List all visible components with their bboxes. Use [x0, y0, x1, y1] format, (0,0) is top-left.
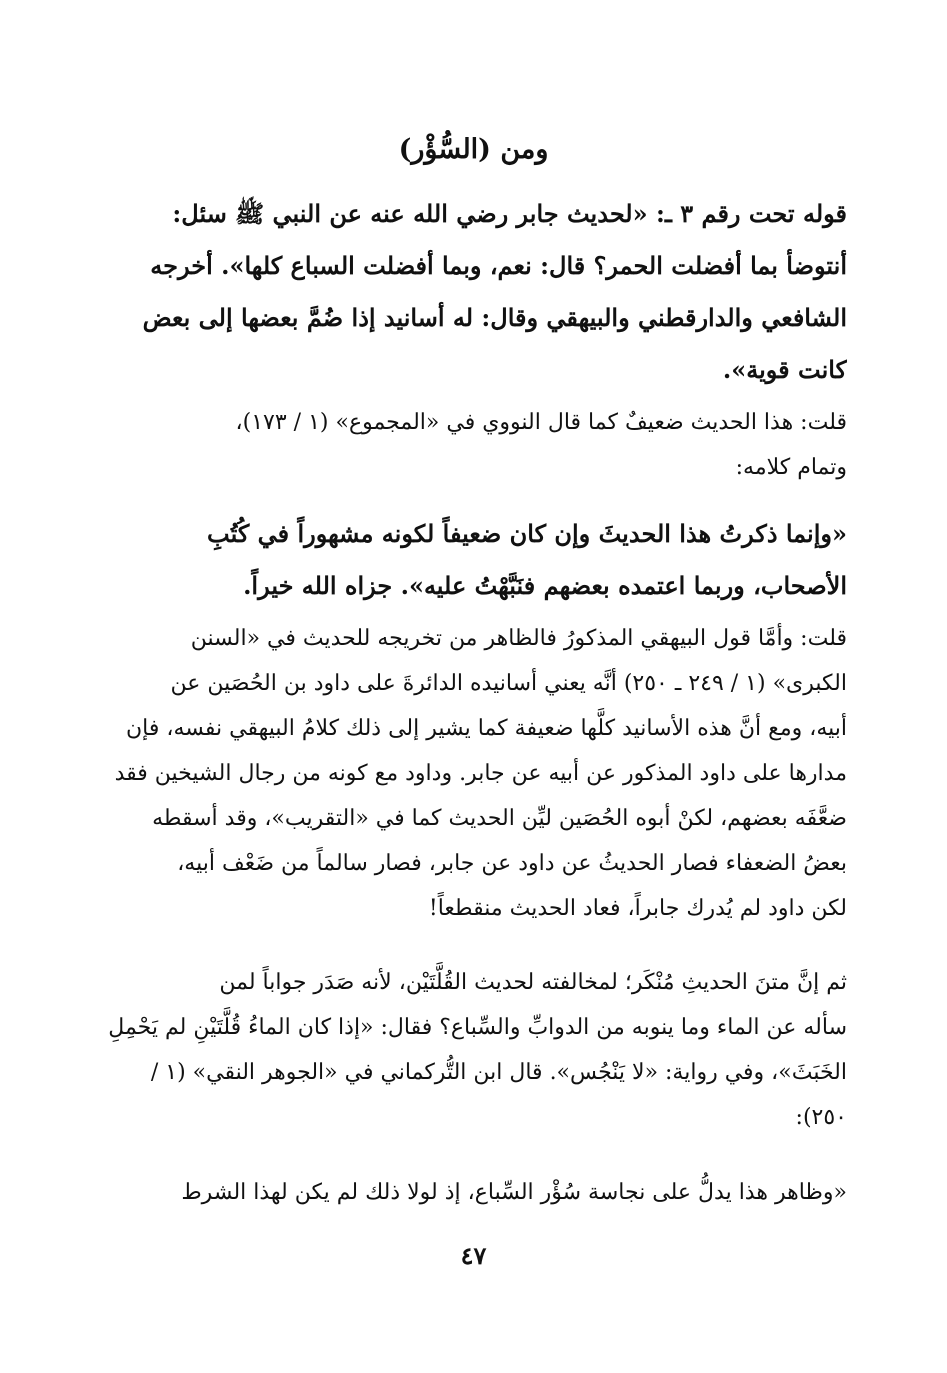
- text-line: ضعَّفَه بعضهم، لكنْ أبوه الحُصَين ليِّن الحديث كما في «التقريب»، وقد أسقطه: [152, 806, 847, 831]
- text-line: كانت قوية».: [722, 355, 847, 384]
- paragraph-quote-3: [107, 1170, 847, 1215]
- text-line: مدارها على داود المذكور عن أبيه عن جابر. وداود مع كونه من رجال الشيخين فقد: [114, 761, 847, 786]
- text-line: الخَبَثَ»، وفي رواية: «لا يَنْجُس». قال ابن التُّركماني في «الجوهر النقي» (١ /: [150, 1060, 847, 1085]
- text-line: لكن داود لم يُدرك جابراً، فعاد الحديث منقطعاً!: [428, 896, 847, 921]
- paragraph-comment-2: [107, 616, 847, 931]
- text-line: سأله عن الماء وما ينوبه من الدوابِّ والسِّباع؟ فقال: «إذا كان الماءُ قُلَّتَيْنِ لم يَحْمِلِ: [108, 1015, 847, 1040]
- text-line: قوله تحت رقم ٣ ـ: «لحديث جابر رضي الله عنه عن النبي ﷺ سئل:: [172, 199, 847, 228]
- paragraph-comment-3: [107, 960, 847, 1140]
- section-heading: ومن (السُّؤْر): [398, 134, 549, 165]
- text-line: الكبرى» (١ / ٢٤٩ ـ ٢٥٠) أنَّه يعني أسانيده الدائرةَ على داود بن الحُصَين عن: [170, 671, 847, 696]
- text-line: الشافعي والدارقطني والبيهقي وقال: له أسانيد إذا ضُمَّ بعضها إلى بعض: [142, 303, 847, 332]
- text-line: ثم إنَّ متنَ الحديثِ مُنْكَر؛ لمخالفته لحديث القُلَّتَيْن، لأنه صَدَر جواباً لمن: [219, 970, 847, 995]
- text-line: أبيه، ومع أنَّ هذه الأسانيد كلَّها ضعيفة كما يشير إلى ذلك كلامُ البيهقي نفسه، فإن: [126, 716, 847, 741]
- paragraph-quote-1: [107, 188, 847, 396]
- text-line: وتمام كلامه:: [735, 455, 847, 480]
- page-number: ٤٧: [460, 1241, 487, 1270]
- text-line: قلت: وأمَّا قول البيهقي المذكورُ فالظاهر من تخريجه للحديث في «السنن: [190, 626, 847, 651]
- text-line: «وإنما ذكرتُ هذا الحديثَ وإن كان ضعيفاً لكونه مشهوراً في كُتُبِ: [207, 519, 847, 548]
- text-line: قلت: هذا الحديث ضعيفٌ كما قال النووي في «المجموع» (١ / ١٧٣)،: [235, 410, 847, 435]
- text-line: ٢٥٠):: [795, 1105, 847, 1130]
- paragraph-quote-2: [107, 508, 847, 612]
- text-line: أنتوضأ بما أفضلت الحمر؟ قال: نعم، وبما أفضلت السباع كلها». أخرجه: [150, 251, 847, 280]
- paragraph-comment-1: [107, 400, 847, 490]
- text-line: «وظاهر هذا يدلُّ على نجاسة سُؤْر السِّباع، إذ لولا ذلك لم يكن لهذا الشرط: [181, 1180, 847, 1205]
- text-line: الأصحاب، وربما اعتمده بعضهم فنَبَّهْتُ عليه». جزاه الله خيراً.: [243, 571, 847, 600]
- text-line: بعضُ الضعفاء فصار الحديثُ عن داود عن جابر، فصار سالماً من ضَعْف أبيه،: [177, 851, 847, 876]
